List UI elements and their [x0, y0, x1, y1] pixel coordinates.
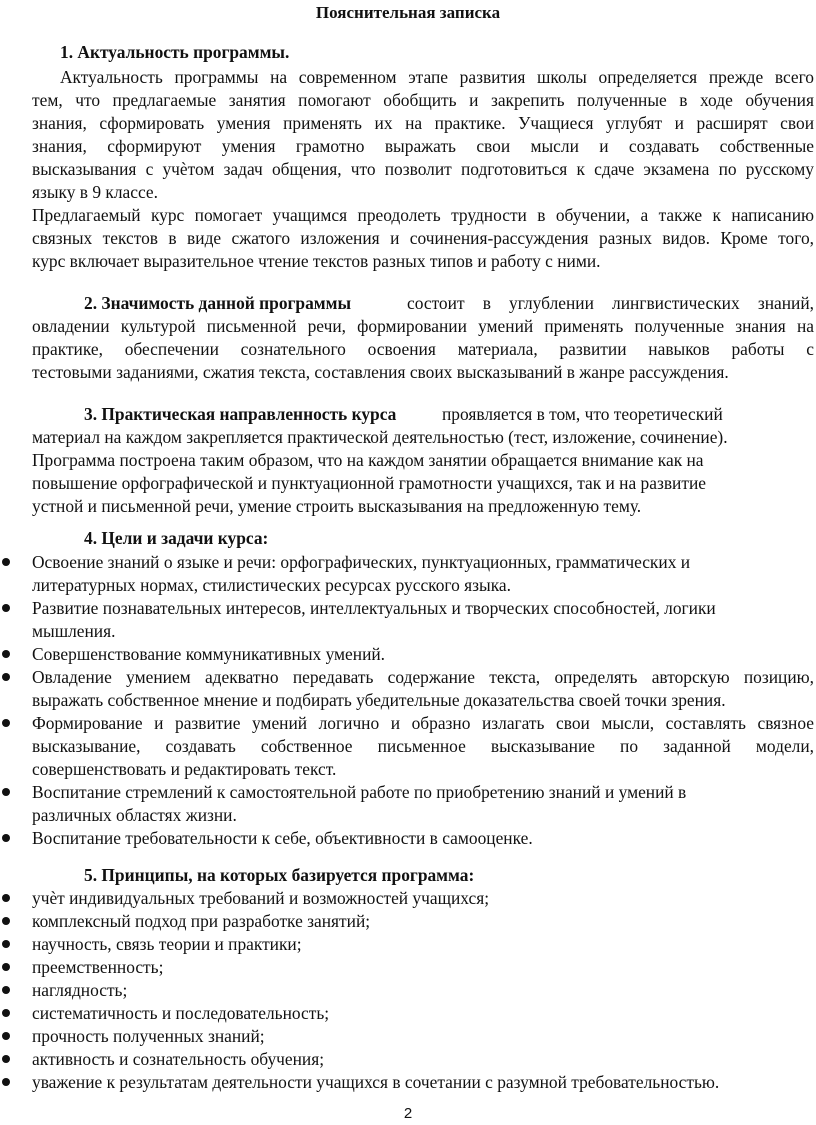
section3-heading: 3. Практическая направленность курса: [84, 404, 397, 424]
goal-item-line: Овладение умением адекватно передавать содержание текста, определять авторскую позицию,: [32, 667, 814, 687]
bullet-icon: [2, 963, 10, 971]
goal-item-line: высказывание, создавать собственное письменное высказывание по заданной модели,: [32, 736, 814, 756]
goal-item-line: Воспитание требовательности к себе, объективности в самооценке.: [32, 828, 533, 848]
section3-line: повышение орфографической и пунктуационной грамотности учащихся, так и на развитие: [32, 473, 706, 493]
section1-line: связных текстов в виде сжатого изложения и сочинения-рассуждения разных видов. Кроме того,: [32, 228, 814, 248]
section1-line: высказывания с учѐтом задач общения, что позволит подготовиться к сдаче экзамена по русскому: [32, 159, 814, 179]
page-number: 2: [403, 1105, 413, 1122]
bullet-icon: [2, 986, 10, 994]
goal-item-line: литературных нормах, стилистических ресурсах русского языка.: [32, 575, 511, 595]
bullet-icon: [2, 1032, 10, 1040]
section3-line: проявляется в том, что теоретический: [442, 404, 723, 424]
bullet-icon: [2, 650, 10, 658]
bullet-icon: [2, 940, 10, 948]
bullet-icon: [2, 917, 10, 925]
goal-item-line: Воспитание стремлений к самостоятельной работе по приобретению знаний и умений в: [32, 782, 687, 802]
section3-line: Программа построена таким образом, что на каждом занятии обращается внимание как на: [32, 450, 704, 470]
principle-item: учѐт индивидуальных требований и возможностей учащихся;: [32, 888, 490, 908]
bullet-icon: [2, 719, 10, 727]
principle-item: активность и сознательность обучения;: [32, 1049, 325, 1069]
section5-heading: 5. Принципы, на которых базируется программа:: [84, 865, 475, 885]
bullet-icon: [2, 788, 10, 796]
section2-line: практике, обеспечении сознательного освоения материала, развитии навыков работы с: [32, 339, 814, 359]
bullet-icon: [2, 604, 10, 612]
goal-item-line: Формирование и развитие умений логично и образно излагать свои мысли, составлять связное: [32, 713, 814, 733]
section3-line: материал на каждом закрепляется практической деятельностью (тест, изложение, сочинение).: [32, 427, 728, 447]
principle-item: научность, связь теории и практики;: [32, 934, 302, 954]
section1-heading: 1. Актуальность программы.: [60, 42, 290, 62]
goal-item-line: Совершенствование коммуникативных умений.: [32, 644, 386, 664]
goal-item-line: выражать собственное мнение и подбирать убедительные доказательства своей точки зрения.: [32, 690, 726, 710]
principle-item: уважение к результатам деятельности учащихся в сочетании с разумной требовательностью.: [32, 1072, 720, 1092]
section3-line: устной и письменной речи, умение строить высказывания на предложенную тему.: [32, 496, 642, 516]
section1-line: знания, сформировать умения применять их на практике. Учащиеся углубят и расширят свои: [32, 113, 814, 133]
section1-line: знания, сформируют умения грамотно выражать свои мысли и создавать собственные: [32, 136, 814, 156]
bullet-icon: [2, 894, 10, 902]
section1-line: тем, что предлагаемые занятия помогают обобщить и закрепить полученные в ходе обучения: [32, 90, 814, 110]
section2-line: состоит в углублении лингвистических знаний,: [407, 293, 814, 313]
section4-heading: 4. Цели и задачи курса:: [84, 528, 269, 548]
section1-line: языку в 9 классе.: [32, 182, 158, 202]
principle-item: систематичность и последовательность;: [32, 1003, 330, 1023]
bullet-icon: [2, 1055, 10, 1063]
section1-line: Актуальность программы на современном этапе развития школы определяется прежде всего: [60, 67, 814, 87]
goal-item-line: совершенствовать и редактировать текст.: [32, 759, 337, 779]
principle-item: комплексный подход при разработке занятий;: [32, 911, 371, 931]
goal-item-line: Развитие познавательных интересов, интеллектуальных и творческих способностей, логики: [32, 598, 716, 618]
principle-item: прочность полученных знаний;: [32, 1026, 265, 1046]
goal-item-line: мышления.: [32, 621, 116, 641]
section2-line: тестовыми заданиями, сжатия текста, составления своих высказываний в жанре рассуждения.: [32, 362, 729, 382]
document-title: Пояснительная записка: [315, 3, 501, 22]
bullet-icon: [2, 558, 10, 566]
goal-item-line: различных областях жизни.: [32, 805, 237, 825]
principle-item: наглядность;: [32, 980, 128, 1000]
bullet-icon: [2, 1009, 10, 1017]
goal-item-line: Освоение знаний о языке и речи: орфографических, пунктуационных, грамматических и: [32, 552, 691, 572]
principle-item: преемственность;: [32, 957, 164, 977]
section2-heading: 2. Значимость данной программы: [84, 293, 352, 313]
section2-line: овладении культурой письменной речи, формировании умений применять полученные знания на: [32, 316, 814, 336]
section1-line: курс включает выразительное чтение текстов разных типов и работу с ними.: [32, 251, 601, 271]
bullet-icon: [2, 673, 10, 681]
section1-line: Предлагаемый курс помогает учащимся преодолеть трудности в обучении, а также к написанию: [32, 205, 814, 225]
bullet-icon: [2, 834, 10, 842]
bullet-icon: [2, 1078, 10, 1086]
